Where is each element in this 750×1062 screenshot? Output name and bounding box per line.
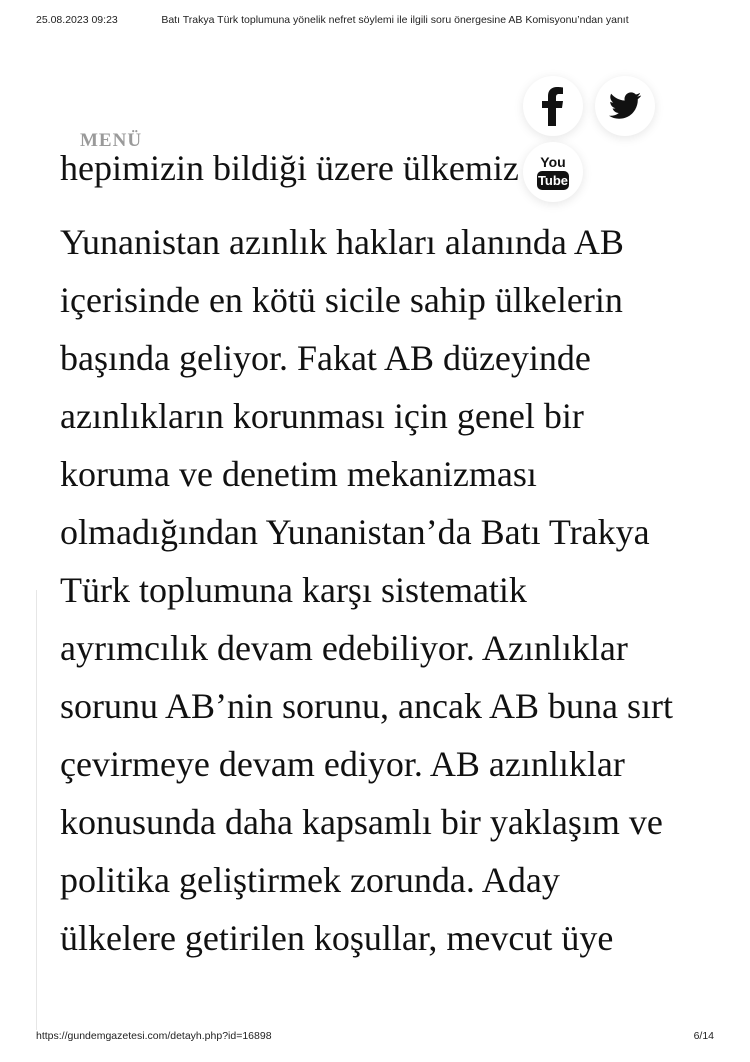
twitter-link[interactable] <box>595 76 655 136</box>
article-line: Türk toplumuna karşı sistematik <box>60 570 527 610</box>
twitter-icon <box>608 92 642 120</box>
youtube-link[interactable] <box>523 142 583 202</box>
article-line: Yunanistan azınlık hakları alanında AB <box>60 222 624 262</box>
article-line: içerisinde en kötü sicile sahip ülkelerin <box>60 280 623 320</box>
youtube-logo-top: You <box>540 154 566 170</box>
article-line: politika geliştirmek zorunda. Aday <box>60 860 560 900</box>
facebook-link[interactable] <box>523 76 583 136</box>
youtube-logo-bottom: Tube <box>537 173 569 188</box>
article-line: başında geliyor. Fakat AB düzeyinde <box>60 338 591 378</box>
menu-button[interactable]: MENÜ <box>80 130 143 151</box>
left-divider <box>36 590 37 1030</box>
print-page-title: Batı Trakya Türk toplumuna yönelik nefret söylemi ile ilgili soru önergesine AB Komisyonu’ndan yanıt <box>161 14 629 26</box>
article-line: hepimizin bildiği üzere ülkemiz <box>60 155 519 188</box>
article-line: olmadığından Yunanistan’da Batı Trakya <box>60 512 650 552</box>
article-line: çevirmeye devam ediyor. AB azınlıklar <box>60 744 625 784</box>
article-line: ayrımcılık devam edebiliyor. Azınlıklar <box>60 628 628 668</box>
page-url: https://gundemgazetesi.com/detayh.php?id=16898 <box>36 1030 272 1042</box>
facebook-icon <box>541 86 565 126</box>
print-footer <box>36 1030 714 1044</box>
article-line: ülkelere getirilen koşullar, mevcut üye <box>60 918 614 958</box>
article-paragraph <box>60 155 680 967</box>
print-header <box>36 14 714 30</box>
article-line: konusunda daha kapsamlı bir yaklaşım ve <box>60 802 663 842</box>
article-line: koruma ve denetim mekanizması <box>60 454 537 494</box>
page-number: 6/14 <box>693 1030 714 1042</box>
print-datetime: 25.08.2023 09:23 <box>36 14 118 26</box>
article-body <box>60 155 680 985</box>
article-line: sorunu AB’nin sorunu, ancak AB buna sırt <box>60 686 673 726</box>
article-line: azınlıkların korunması için genel bir <box>60 396 584 436</box>
youtube-icon <box>533 152 573 192</box>
